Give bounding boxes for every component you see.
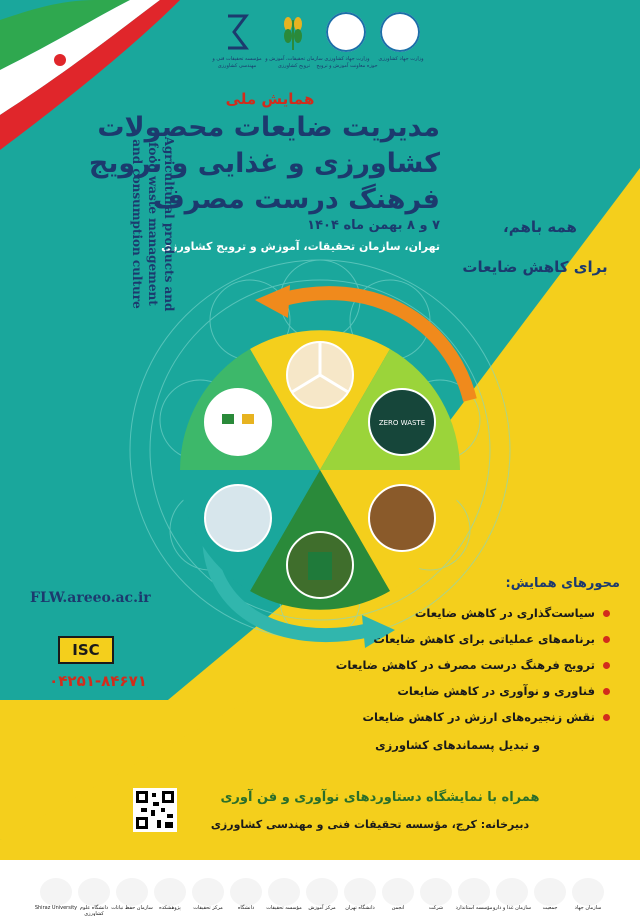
title-line-1: مدیریت ضایعات محصولات (97, 112, 440, 143)
english-title-line: and consumption culture (130, 139, 144, 309)
top-logos (208, 10, 438, 74)
footer-logo-label: دانشگاه تهران (345, 905, 375, 911)
event-venue: تهران، سازمان تحقیقات، آموزش و ترویج کشاورزی (161, 240, 440, 253)
analytics-dashboard-image (205, 485, 271, 551)
footer-logo (496, 878, 528, 906)
top-logo-label: وزارت جهاد کشاورزی (324, 56, 370, 62)
footer-logo-label: سازمان حفظ نباتات (111, 905, 153, 911)
footer-logo (192, 878, 224, 906)
ribbon-icon (222, 12, 252, 52)
agri-flow-image (205, 389, 271, 455)
arrow-icon (255, 285, 290, 318)
qr-code-icon[interactable] (133, 788, 177, 832)
isc-logo (58, 636, 114, 664)
footer-logo (572, 878, 604, 906)
footer-logo (230, 878, 262, 906)
footer-logo (154, 878, 186, 906)
family-meal-image (369, 485, 435, 551)
footer-logo-label: شرکت (428, 905, 444, 911)
footer-logo-label: Shiraz University (34, 905, 78, 911)
top-logo-label: سازمان تحقیقات، آموزش و (265, 56, 323, 62)
footer-logo-label: دانشگاه (237, 905, 255, 911)
footer-logo (382, 878, 414, 906)
top-logo-label: مهندسی کشاورزی (217, 63, 257, 69)
footer-logo-label: مؤسسه استاندارد (455, 905, 493, 911)
footer-logo (268, 878, 300, 906)
footer-logo-label: جمعیت (542, 905, 558, 911)
footer-logo-label: مرکز آموزش (308, 905, 336, 911)
emblem-icon (326, 12, 366, 52)
footer-logo-label: مؤسسه تحقیقات (266, 905, 302, 911)
footer-logo-label: دانشگاه علوم کشاورزی (79, 905, 109, 916)
isc-label: ISC (72, 641, 100, 659)
wheat-icon (276, 12, 310, 52)
zero-waste-label: ZERO WASTE (378, 419, 426, 427)
title-line-2: کشاورزی و غذایی و ترویج (88, 148, 440, 179)
axis-item: سیاست‌گذاری در کاهش ضایعات (415, 606, 610, 620)
event-date: ۷ و ۸ بهمن ماه ۱۴۰۴ (307, 218, 440, 233)
top-logo-label: وزارت جهاد کشاورزی (378, 56, 424, 62)
axis-item: برنامه‌های عملیاتی برای کاهش ضایعات (373, 632, 610, 646)
axis-item: ترویج فرهنگ درست مصرف در کاهش ضایعات (336, 658, 610, 672)
footer-logo (116, 878, 148, 906)
axes-title: محورهای همایش: (505, 576, 620, 591)
english-title-line: Agricultural products and (162, 136, 176, 312)
footer-logo-label: پژوهشکده (159, 905, 181, 911)
emblem-icon (380, 12, 420, 52)
title-line-3: فرهنگ درست مصرف (153, 184, 440, 215)
slogan-line-1: همه باهم، (503, 218, 577, 236)
isc-phone: ۰۴۲۵۱-۸۴۶۷۱ (49, 672, 147, 690)
english-title (118, 100, 178, 330)
footer-logo (458, 878, 490, 906)
exhibition-text: همراه با نمایشگاه دستاوردهای نوآوری و فن آوری (220, 790, 540, 805)
footer-logo (344, 878, 376, 906)
footer-logo-label: سازمان غذا و دارو (492, 905, 532, 911)
secretariat-text: دبیرخانه: کرج، مؤسسه تحقیقات فنی و مهندسی کشاورزی (210, 818, 530, 831)
footer-logo (420, 878, 452, 906)
footer-logo-label: مرکز تحقیقات (193, 905, 223, 911)
axis-continuation: و تبدیل پسماندهای کشاورزی (375, 738, 540, 752)
shiraz-university-logo (40, 878, 72, 906)
slogan-line-2: برای کاهش ضایعات (462, 258, 608, 276)
footer-logo (534, 878, 566, 906)
footer-logo (78, 878, 110, 906)
kicker: همایش ملی (225, 90, 315, 108)
top-logo-label: ترویج کشاورزی (277, 63, 311, 69)
footer-logo-label: انجمن (391, 905, 405, 911)
footer-logo-label: سازمان جهاد (574, 905, 602, 911)
footer-logo (306, 878, 338, 906)
website-link[interactable]: FLW.areeo.ac.ir (30, 590, 151, 606)
axis-item: فناوری و نوآوری در کاهش ضایعات (397, 684, 610, 698)
axis-item: نقش زنجیره‌های ارزش در کاهش ضایعات (363, 710, 611, 724)
english-title-line: food waste management (146, 142, 160, 306)
top-logo-label: حوزه معاونت آموزش و ترویج (316, 63, 378, 69)
top-logo-label: مؤسسه تحقیقات فنی و (212, 56, 262, 62)
